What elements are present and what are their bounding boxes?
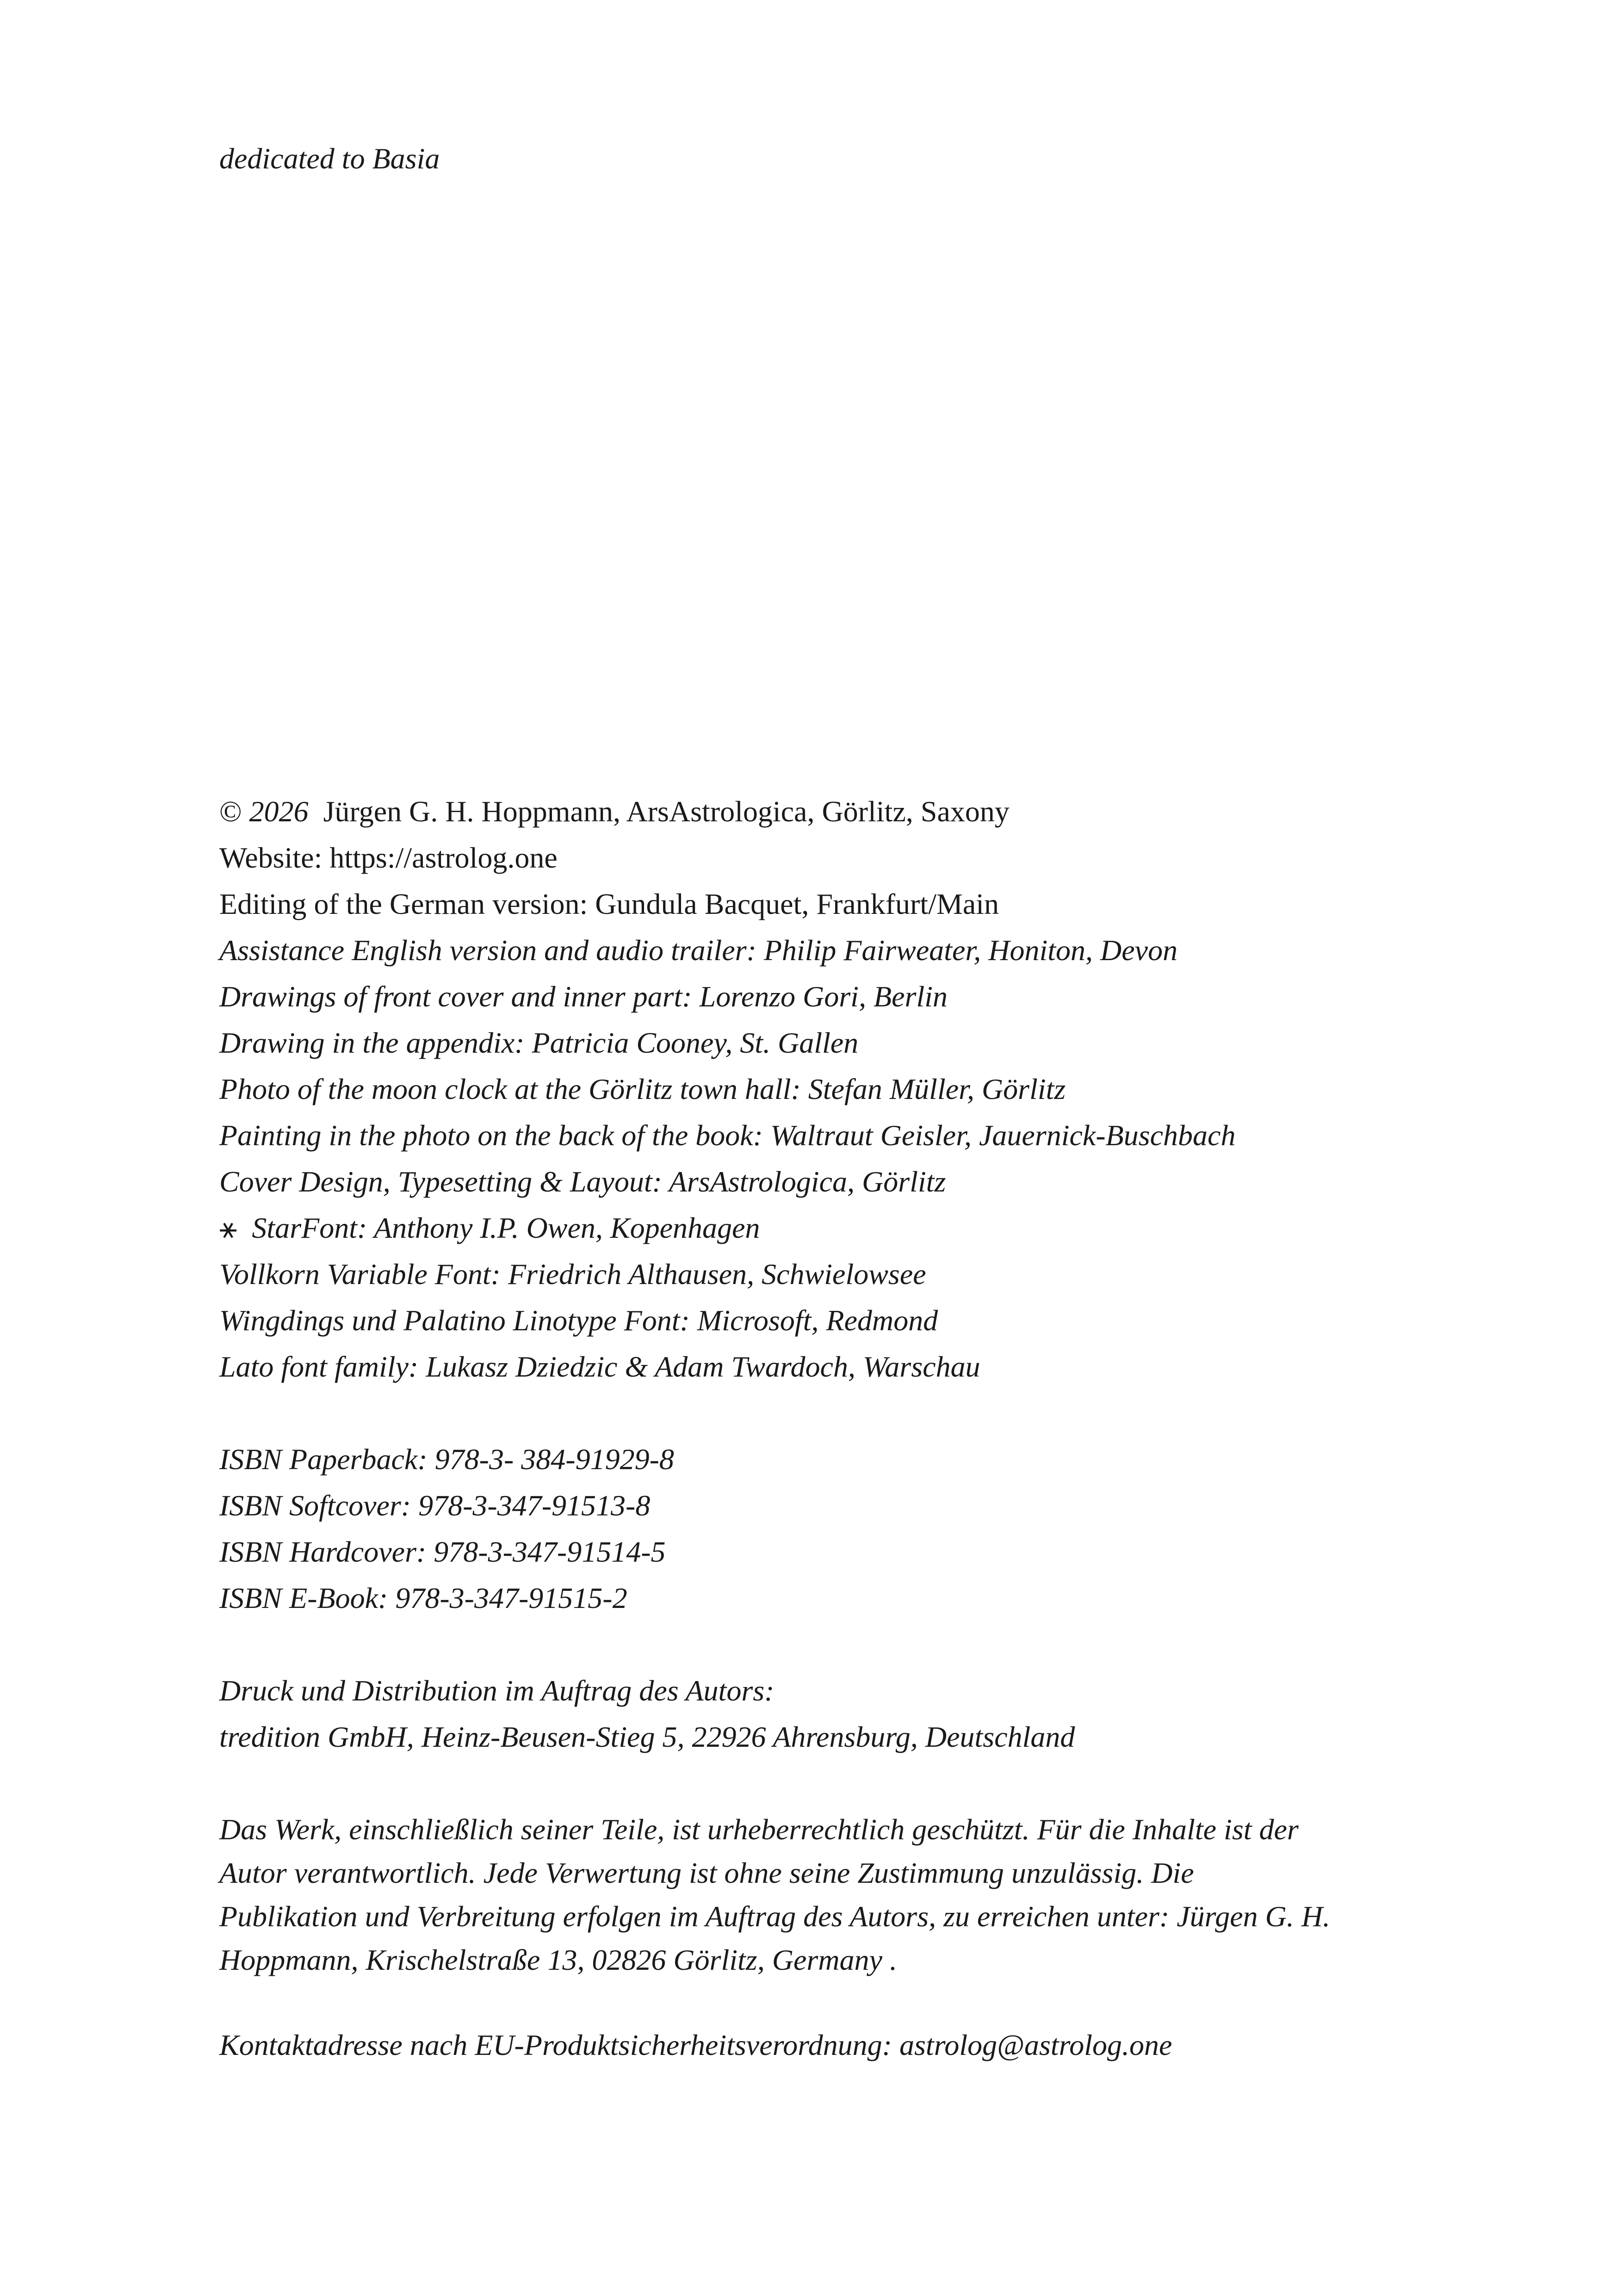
starfont-credit (219, 1205, 760, 1251)
legal-line-4: Hoppmann, Krischelstraße 13, 02826 Görlitz, Germany . (219, 1943, 897, 1976)
drawing-appendix-credit: Drawing in the appendix: Patricia Cooney, St. Gallen (219, 1026, 859, 1059)
lato-credit: Lato font family: Lukasz Dziedzic & Adam Twardoch, Warschau (219, 1350, 980, 1383)
website-line: Website: https://astrolog.one (219, 841, 558, 874)
assistance-credit: Assistance English version and audio trailer: Philip Fairweater, Honiton, Devon (219, 934, 1178, 967)
legal-line-2: Autor verantwortlich. Jede Verwertung ist ohne seine Zustimmung unzulässig. Die (219, 1856, 1194, 1889)
starfont-icon: ⚹ (219, 1211, 237, 1244)
legal-line-1: Das Werk, einschließlich seiner Teile, ist urheberrechtlich geschützt. Für die Inhalte ist der (219, 1813, 1299, 1846)
editing-credit: Editing of the German version: Gundula Bacquet, Frankfurt/Main (219, 887, 999, 920)
isbn-hardcover: ISBN Hardcover: 978-3-347-91514-5 (219, 1535, 666, 1568)
contact-line: Kontaktadresse nach EU-Produktsicherheitsverordnung: astrolog@astrolog.one (219, 2029, 1172, 2061)
isbn-softcover: ISBN Softcover: 978-3-347-91513-8 (219, 1489, 651, 1522)
isbn-paperback: ISBN Paperback: 978-3- 384-91929-8 (219, 1443, 674, 1476)
copyright-text: Jürgen G. H. Hoppmann, ArsAstrologica, Görlitz, Saxony (323, 795, 1010, 828)
painting-credit: Painting in the photo on the back of the book: Waltraut Geisler, Jauernick-Buschbach (219, 1119, 1236, 1152)
isbn-ebook: ISBN E-Book: 978-3-347-91515-2 (219, 1582, 627, 1614)
drawings-cover-credit: Drawings of front cover and inner part: Lorenzo Gori, Berlin (219, 980, 948, 1013)
vollkorn-credit: Vollkorn Variable Font: Friedrich Althausen, Schwielowsee (219, 1258, 926, 1291)
photo-credit: Photo of the moon clock at the Görlitz town hall: Stefan Müller, Görlitz (219, 1073, 1066, 1105)
copyright-symbol: © (219, 795, 242, 828)
copyright-line (219, 788, 1010, 835)
distribution-line-1: Druck und Distribution im Auftrag des Autors: (219, 1674, 775, 1707)
legal-line-3: Publikation und Verbreitung erfolgen im Auftrag des Autors, zu erreichen unter: Jürgen G. H. (219, 1900, 1330, 1933)
cover-design-credit: Cover Design, Typesetting & Layout: ArsAstrologica, Görlitz (219, 1165, 946, 1198)
copyright-year: 2026 (249, 795, 309, 828)
dedication: dedicated to Basia (219, 142, 440, 175)
wingdings-credit: Wingdings und Palatino Linotype Font: Microsoft, Redmond (219, 1304, 938, 1337)
distribution-line-2: tredition GmbH, Heinz-Beusen-Stieg 5, 22926 Ahrensburg, Deutschland (219, 1720, 1075, 1753)
starfont-text: StarFont: Anthony I.P. Owen, Kopenhagen (252, 1211, 760, 1244)
